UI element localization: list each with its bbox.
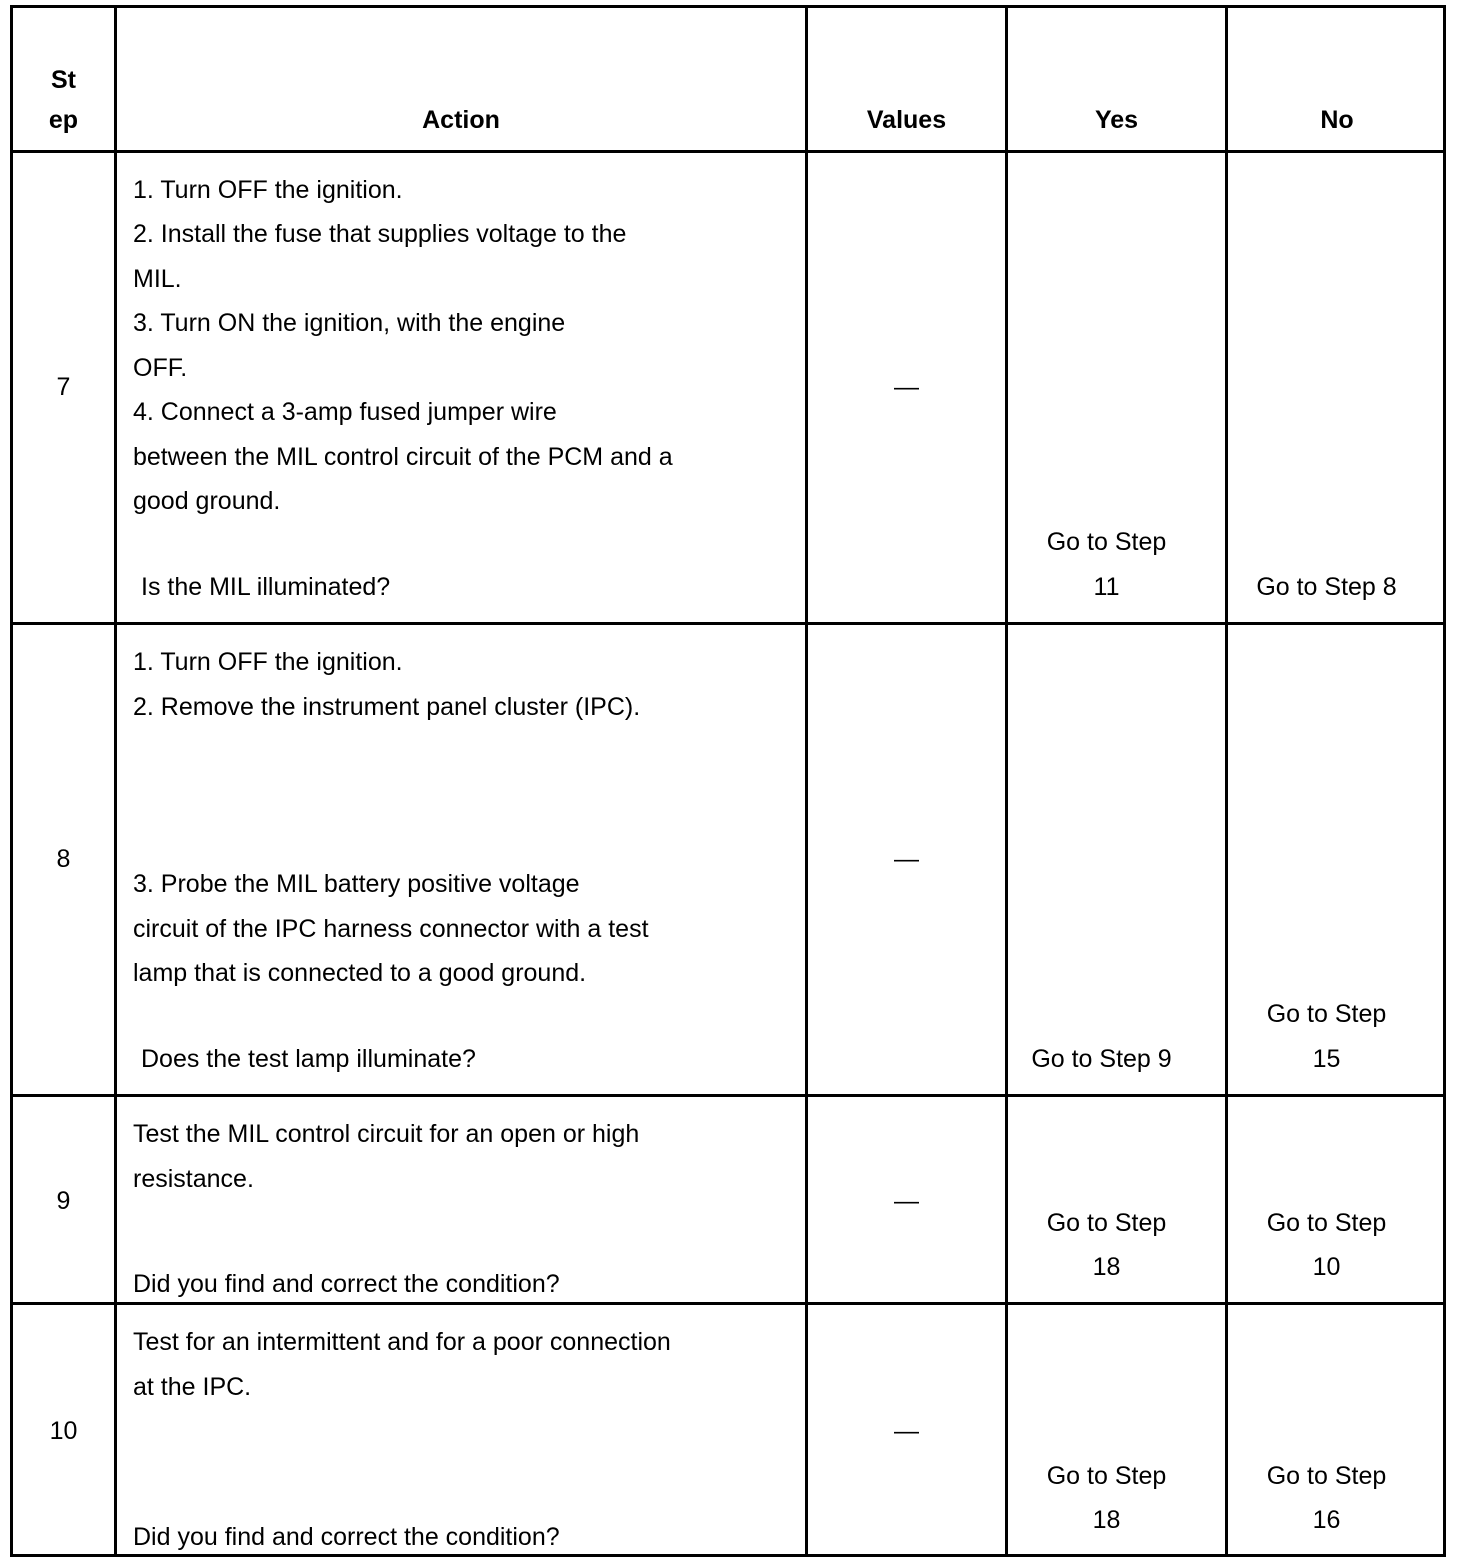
action-line: MIL.: [133, 265, 182, 293]
action-line: 4. Connect a 3-amp fused jumper wire: [133, 398, 557, 426]
action-question: Did you find and correct the condition?: [133, 1270, 560, 1298]
yes-cell-line1: Go to Step: [1046, 1209, 1167, 1237]
yes-cell-line1: Go to Step: [1046, 528, 1167, 556]
action-line: Test the MIL control circuit for an open or high: [133, 1120, 640, 1148]
action-line: 1. Turn OFF the ignition.: [133, 648, 403, 676]
header-values: Values: [866, 106, 947, 134]
step-number: 10: [49, 1417, 78, 1445]
values-cell: —: [894, 1417, 919, 1445]
column-divider: [1225, 8, 1228, 1554]
column-divider: [1005, 8, 1008, 1554]
no-cell-line1: Go to Step: [1266, 1000, 1387, 1028]
yes-cell-line1: Go to Step: [1046, 1462, 1167, 1490]
step-number: 8: [56, 845, 71, 873]
action-line: between the MIL control circuit of the PCM and a: [133, 443, 673, 471]
action-line: 2. Remove the instrument panel cluster (IPC).: [133, 693, 641, 721]
header-yes: Yes: [1094, 106, 1139, 134]
yes-cell-line2: 11: [1093, 573, 1120, 601]
column-divider: [114, 8, 117, 1554]
no-cell-line2: 16: [1312, 1506, 1341, 1534]
yes-cell-line2: 18: [1092, 1506, 1121, 1534]
action-line: 3. Turn ON the ignition, with the engine: [133, 309, 566, 337]
action-question: Is the MIL illuminated?: [141, 573, 391, 601]
header-no: No: [1320, 106, 1354, 134]
no-cell-line1: Go to Step 8: [1256, 573, 1397, 601]
no-cell-line1: Go to Step: [1266, 1209, 1387, 1237]
header-step-line2: ep: [48, 106, 79, 134]
action-line: 1. Turn OFF the ignition.: [133, 176, 403, 204]
action-question: Does the test lamp illuminate?: [141, 1045, 476, 1073]
step-number: 9: [56, 1187, 71, 1215]
row-divider: [13, 622, 1443, 625]
action-line: resistance.: [133, 1165, 254, 1193]
row-divider: [13, 1302, 1443, 1305]
step-number: 7: [56, 373, 71, 401]
row-divider: [13, 150, 1443, 153]
column-divider: [805, 8, 808, 1554]
diagnostic-table: [10, 5, 1446, 1557]
action-line: good ground.: [133, 487, 281, 515]
action-line: 2. Install the fuse that supplies voltage to the: [133, 220, 627, 248]
header-action: Action: [422, 106, 500, 134]
values-cell: —: [894, 373, 919, 401]
no-cell-line2: 15: [1312, 1045, 1341, 1073]
row-divider: [13, 1094, 1443, 1097]
action-line: Test for an intermittent and for a poor connection: [133, 1328, 671, 1356]
values-cell: —: [894, 845, 919, 873]
values-cell: —: [894, 1187, 919, 1215]
action-line: at the IPC.: [133, 1373, 252, 1401]
no-cell-line2: 10: [1312, 1253, 1341, 1281]
action-line: circuit of the IPC harness connector with a test: [133, 915, 649, 943]
header-step-line1: St: [51, 66, 76, 94]
action-line: 3. Probe the MIL battery positive voltage: [133, 870, 580, 898]
yes-cell-line1: Go to Step 9: [1031, 1045, 1172, 1073]
action-question: Did you find and correct the condition?: [133, 1523, 560, 1551]
action-line: OFF.: [133, 354, 188, 382]
action-line: lamp that is connected to a good ground.: [133, 959, 587, 987]
yes-cell-line2: 18: [1092, 1253, 1121, 1281]
no-cell-line1: Go to Step: [1266, 1462, 1387, 1490]
